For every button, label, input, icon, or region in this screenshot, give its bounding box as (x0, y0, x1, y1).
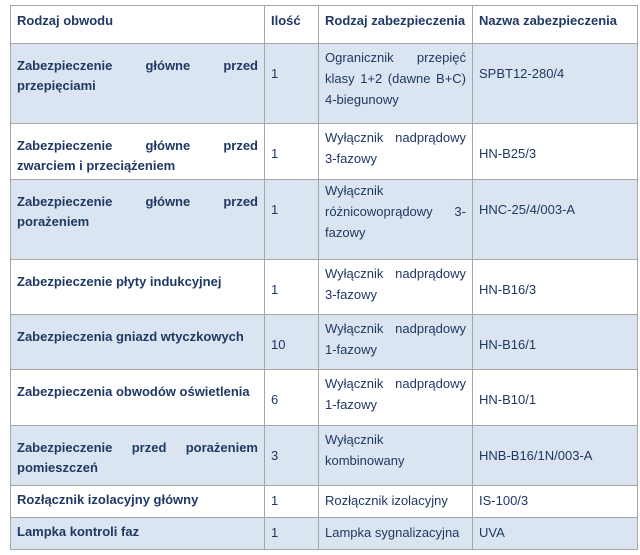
cell-circuit: Zabezpieczenia gniazd wtyczkowych (11, 315, 265, 370)
cell-protection-type (319, 44, 473, 124)
cell-qty: 1 (265, 180, 319, 260)
cell-protection-type (319, 426, 473, 486)
cell-protection-type-text: Wyłącznik nadprądowy 3-fazowy (325, 130, 466, 166)
table-row (11, 486, 638, 518)
cell-circuit: Zabezpieczenia obwodów oświetlenia (11, 370, 265, 426)
cell-qty: 3 (265, 426, 319, 486)
cell-qty: 1 (265, 260, 319, 315)
cell-protection-type-text: Wyłącznik kombinowany (325, 432, 405, 468)
cell-protection-type-text: Lampka sygnalizacyjna (325, 525, 460, 540)
cell-protection-type (319, 124, 473, 180)
cell-protection-name: HN-B10/1 (473, 370, 638, 426)
cell-protection-type (319, 315, 473, 370)
cell-protection-type (319, 518, 473, 550)
cell-protection-type (319, 486, 473, 518)
cell-qty: 1 (265, 486, 319, 518)
cell-qty: 10 (265, 315, 319, 370)
cell-protection-name: HN-B16/1 (473, 315, 638, 370)
cell-circuit: Zabezpieczenie płyty indukcyjnej (11, 260, 265, 315)
table-row (11, 44, 638, 124)
cell-circuit: Zabezpieczenie główne przed porażeniem (11, 180, 265, 260)
cell-protection-name: HNC-25/4/003-A (473, 180, 638, 260)
table-row (11, 124, 638, 180)
cell-circuit: Zabezpieczenie główne przed przepięciami (11, 44, 265, 124)
cell-protection-type-text: Wyłącznik nadprądowy 1-fazowy (325, 321, 466, 357)
table-row (11, 518, 638, 550)
protection-table (10, 5, 638, 550)
cell-protection-type (319, 370, 473, 426)
cell-qty: 1 (265, 44, 319, 124)
cell-protection-name: HNB-B16/1N/003-A (473, 426, 638, 486)
cell-protection-name: HN-B25/3 (473, 124, 638, 180)
cell-protection-type (319, 260, 473, 315)
cell-protection-type (319, 180, 473, 260)
cell-protection-name: IS-100/3 (473, 486, 638, 518)
cell-circuit: Lampka kontroli faz (11, 518, 265, 550)
cell-protection-type-text: Rozłącznik izolacyjny (325, 493, 448, 508)
cell-protection-type-text: Wyłącznik nadprądowy 1-fazowy (325, 376, 466, 412)
cell-qty: 1 (265, 518, 319, 550)
table-header-row (11, 6, 638, 44)
cell-qty: 1 (265, 124, 319, 180)
cell-circuit: Rozłącznik izolacyjny główny (11, 486, 265, 518)
table-row (11, 260, 638, 315)
header-qty: Ilość (265, 6, 319, 44)
cell-protection-type-text: Ogranicznik przepięć klasy 1+2 (dawne B+C) 4-biegunowy (325, 50, 466, 107)
header-protection-type: Rodzaj zabezpieczenia (319, 6, 473, 44)
cell-protection-name: UVA (473, 518, 638, 550)
cell-circuit: Zabezpieczenie przed porażeniem pomieszczeń (11, 426, 265, 486)
cell-qty: 6 (265, 370, 319, 426)
table-row (11, 370, 638, 426)
table-row (11, 180, 638, 260)
cell-protection-name: SPBT12-280/4 (473, 44, 638, 124)
cell-protection-type-text: Wyłącznik różnicowoprądowy 3-fazowy (325, 183, 466, 240)
header-circuit: Rodzaj obwodu (11, 6, 265, 44)
cell-protection-type-text: Wyłącznik nadprądowy 3-fazowy (325, 266, 466, 302)
header-protection-name: Nazwa zabezpieczenia (473, 6, 638, 44)
table-row (11, 426, 638, 486)
table-row (11, 315, 638, 370)
cell-protection-name: HN-B16/3 (473, 260, 638, 315)
cell-circuit: Zabezpieczenie główne przed zwarciem i przeciążeniem (11, 124, 265, 180)
